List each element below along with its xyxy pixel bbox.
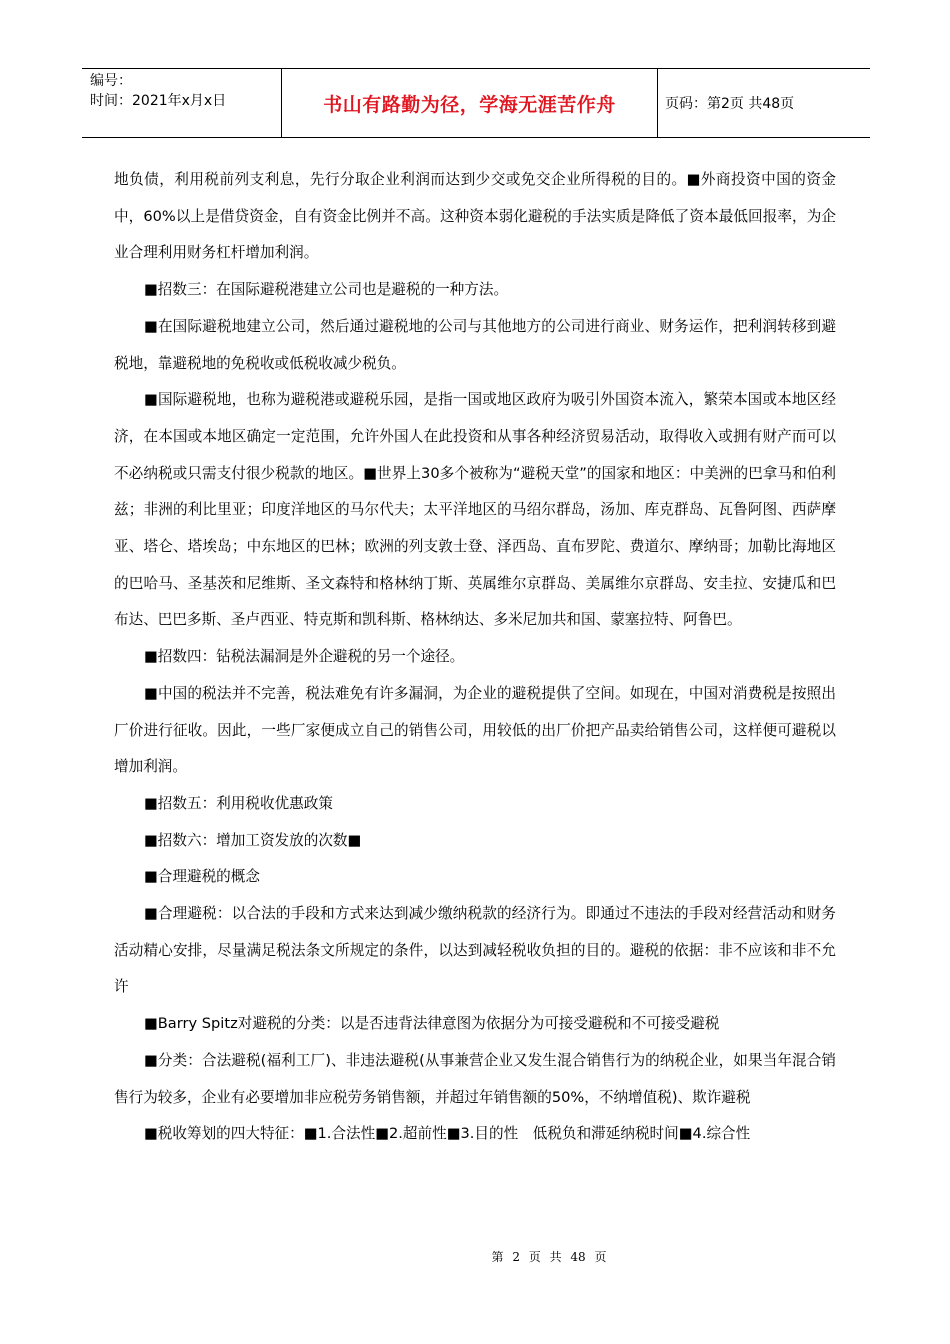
- document-body: [114, 162, 836, 1153]
- paragraph: 地负债，利用税前列支利息，先行分取企业利润而达到少交或免交企业所得税的目的。■外商投资中国的资金中，60%以上是借贷资金，自有资金比例并不高。这种资本弱化避税的手法实质是降低了资本最低回报率，为企业合理利用财务杠杆增加利润。: [114, 171, 836, 262]
- document-number-label: 编号：: [90, 73, 132, 89]
- paragraph: ■分类：合法避税(福利工厂)、非违法避税(从事兼营企业又发生混合销售行为的纳税企业，如果当年混合销售行为较多，企业有必要增加非应税劳务销售额，并超过年销售额的50%，不纳增值税)、欺诈避税: [114, 1051, 836, 1106]
- paragraph: ■合理避税：以合法的手段和方式来达到减少缴纳税款的经济行为。即通过不违法的手段对经营活动和财务活动精心安排，尽量满足税法条文所规定的条件，以达到减轻税收负担的目的。避税的依据：非不应该和非不允许: [114, 905, 836, 996]
- paragraph: ■招数三：在国际避税港建立公司也是避税的一种方法。: [144, 281, 509, 299]
- paragraph: ■招数四：钻税法漏洞是外企避税的另一个途径。: [144, 648, 465, 666]
- footer-page-number: 第 2 页 共 48 页: [491, 1250, 607, 1264]
- document-date: 时间：2021年x月x日: [90, 93, 227, 109]
- paragraph: ■招数六：增加工资发放的次数■: [144, 831, 362, 849]
- header-page-info: 页码：第2页 共48页: [665, 96, 795, 112]
- paragraph: ■在国际避税地建立公司，然后通过避税地的公司与其他地方的公司进行商业、财务运作，把利润转移到避税地，靠避税地的免税收或低税收减少税负。: [114, 317, 836, 372]
- paragraph: ■招数五：利用税收优惠政策: [144, 794, 333, 812]
- paragraph: ■国际避税地，也称为避税港或避税乐园，是指一国或地区政府为吸引外国资本流入，繁荣本国或本地区经济，在本国或本地区确定一定范围，允许外国人在此投资和从事各种经济贸易活动，取得收入或拥有财产而可以不必纳税或只需支付很少税款的地区。■世界上30多个被称为“避税天堂”的国家和地区：中美洲的巴拿马和伯利兹；非洲的利比里亚；印度洋地区的马尔代夫；太平洋地区的马绍尔群岛，汤加、库克群岛、瓦鲁阿图、西萨摩亚、塔仑、塔埃岛；中东地区的巴林；欧洲的列支敦士登、泽西岛、直布罗陀、费道尔、摩纳哥；加勒比海地区的巴哈马、圣基茨和尼维斯、圣文森特和格林纳丁斯、英属维尔京群岛、美属维尔京群岛、安圭拉、安捷瓜和巴布达、巴巴多斯、圣卢西亚、特克斯和凯科斯、格林纳达、多米尼加共和国、蒙塞拉特、阿鲁巴。: [114, 391, 836, 629]
- page-header: [82, 68, 870, 138]
- paragraph: ■Barry Spitz对避税的分类：以是否违背法律意图为依据分为可接受避税和不可接受避税: [144, 1015, 720, 1033]
- paragraph: ■合理避税的概念: [144, 868, 260, 886]
- page-footer: [0, 1248, 950, 1265]
- header-motto: 书山有路勤为径，学海无涯苦作舟: [282, 69, 658, 137]
- paragraph: ■中国的税法并不完善，税法难免有许多漏洞，为企业的避税提供了空间。如现在，中国对消费税是按照出厂价进行征收。因此，一些厂家便成立自己的销售公司，用较低的出厂价把产品卖给销售公司，这样便可避税以增加利润。: [114, 684, 836, 776]
- paragraph: ■税收筹划的四大特征：■1.合法性■2.超前性■3.目的性 低税负和滞延纳税时间■4.综合性: [144, 1125, 751, 1143]
- header-meta: [82, 69, 282, 137]
